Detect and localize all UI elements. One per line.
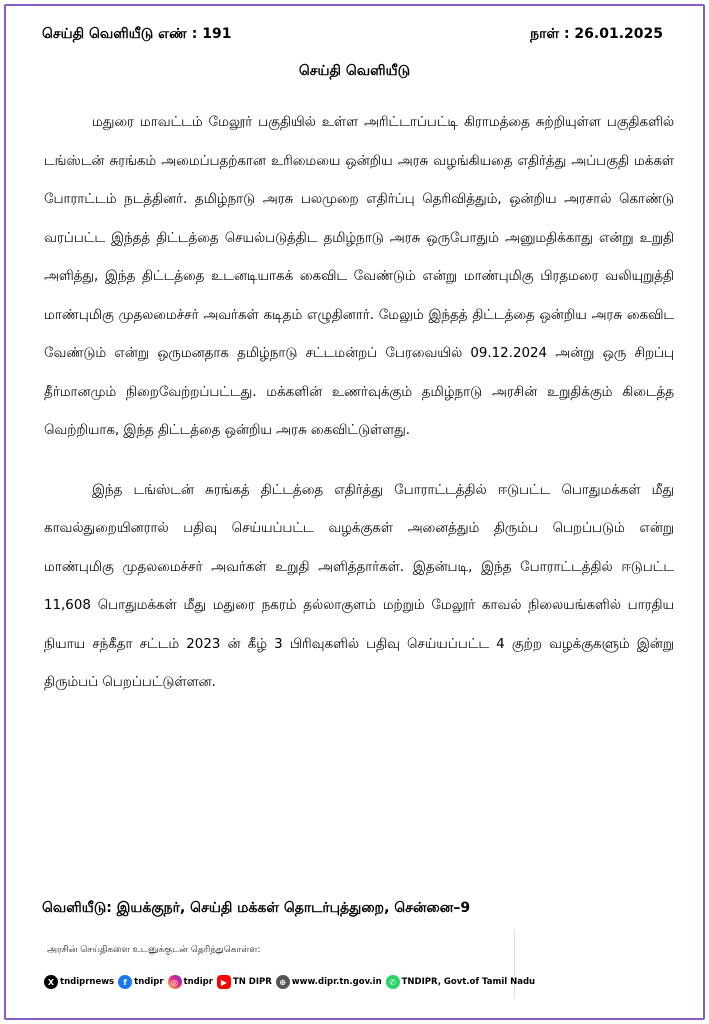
social-youtube[interactable] xyxy=(217,975,272,989)
document-body xyxy=(44,104,674,703)
social-label: TNDIPR, Govt.of Tamil Nadu xyxy=(401,977,536,987)
social-x[interactable] xyxy=(44,975,114,989)
social-label: TN DIPR xyxy=(232,977,272,987)
document-title: செய்தி வெளியீடு xyxy=(298,63,411,79)
web-icon: ⊕ xyxy=(276,975,290,989)
paragraph-1: மதுரை மாவட்டம் மேலூர் பகுதியில் உள்ள அரிட்டாப்பட்டி கிராமத்தை சுற்றியுள்ள பகுதிகளில் டங்ஸ்டன் சுரங்கம் அமைப்பதற்கான உரிமையை ஒன்றிய அரசு வழங்கியதை எதிர்த்து அப்பகுதி மக்கள் போராட்டம் நடத்தினர். தமிழ்நாடு அரசு பலமுறை எதிர்ப்பு தெரிவித்தும், ஒன்றிய அரசால் கொண்டு வரப்பட்ட இந்தத் திட்டத்தை செயல்படுத்திட தமிழ்நாடு அரசு ஒருபோதும் அனுமதிக்காது என்று உறுதி அளித்து, இந்த திட்டத்தை உடனடியாகக் கைவிட வேண்டும் என்று மாண்புமிகு பிரதமரை வலியுறுத்தி மாண்புமிகு முதலமைச்சர் அவர்கள் கடிதம் எழுதினார். மேலும் இந்தத் திட்டத்தை ஒன்றிய அரசு கைவிட வேண்டும் என்று ஒருமனதாக தமிழ்நாடு சட்டமன்றப் பேரவையில் 09.12.2024 அன்று ஒரு சிறப்பு தீர்மானமும் நிறைவேற்றப்பட்டது. மக்களின் உணர்வுக்கும் தமிழ்நாடு அரசின் உறுதிக்கும் கிடைத்த வெற்றியாக, இந்த திட்டத்தை ஒன்றிய அரசு கைவிட்டுள்ளது. xyxy=(44,115,674,438)
social-label: tndiprnews xyxy=(60,977,115,987)
social-whatsapp[interactable] xyxy=(386,975,535,989)
social-links xyxy=(44,973,539,991)
social-web[interactable] xyxy=(276,975,382,989)
footer-note: அரசின் செய்திகளை உடனுக்குடன் தெரிந்துகொள்ள: xyxy=(47,945,261,955)
social-label: www.dipr.tn.gov.in xyxy=(291,977,382,987)
social-facebook[interactable] xyxy=(118,975,163,989)
release-by: வெளியீடு: இயக்குநர், செய்தி மக்கள் தொடர்புத்துறை, சென்னை–9 xyxy=(42,900,471,916)
youtube-icon: ▶ xyxy=(217,975,231,989)
social-label: tndipr xyxy=(134,977,164,987)
social-instagram[interactable] xyxy=(168,975,213,989)
paragraph-2: இந்த டங்ஸ்டன் சுரங்கத் திட்டத்தை எதிர்த்து போராட்டத்தில் ஈடுபட்ட பொதுமக்கள் மீது காவல்துறையினரால் பதிவு செய்யப்பட்ட வழக்குகள் அனைத்தும் திரும்ப பெறப்படும் என்று மாண்புமிகு முதலமைச்சர் அவர்கள் உறுதி அளித்தார்கள். இதன்படி, இந்த போராட்டத்தில் ஈடுபட்ட 11,608 பொதுமக்கள் மீது மதுரை நகரம் தல்லாகுளம் மற்றும் மேலூர் காவல் நிலையங்களில் பாரதிய நியாய சந்கீதா சட்டம் 2023 ன் கீழ் 3 பிரிவுகளில் பதிவு செய்யப்பட்ட 4 குற்ற வழக்குகளும் இன்று திரும்பப் பெறப்பட்டுள்ளன. xyxy=(44,482,674,690)
x-icon: X xyxy=(44,975,58,989)
facebook-icon: f xyxy=(118,975,132,989)
release-number: செய்தி வெளியீடு எண் : 191 xyxy=(42,26,232,42)
instagram-icon: ◎ xyxy=(168,975,182,989)
release-date: நாள் : 26.01.2025 xyxy=(530,26,663,42)
social-label: tndipr xyxy=(183,977,213,987)
whatsapp-icon: ✆ xyxy=(386,975,400,989)
